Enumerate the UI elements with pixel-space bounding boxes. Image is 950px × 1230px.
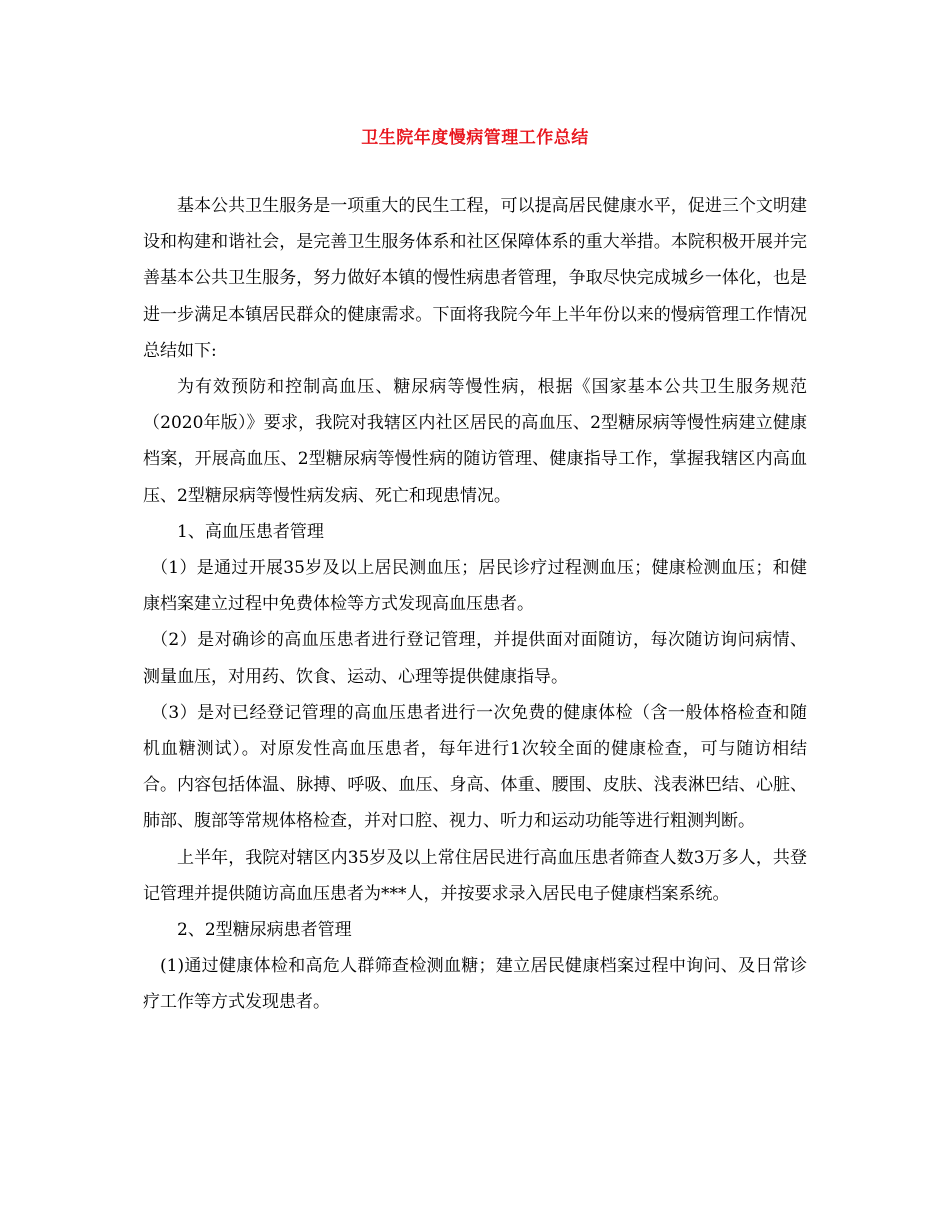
section-heading-diabetes: 2、2型糖尿病患者管理 [177, 920, 352, 941]
paragraph-hypertension-1: （1）是通过开展35岁及以上居民测血压；居民诊疗过程测血压；健康检测血压；和健康档案建立过程中免费体检等方式发现高血压患者。 [143, 558, 807, 615]
document-body [143, 188, 807, 1021]
paragraph-hypertension-2: （2）是对确诊的高血压患者进行登记管理，并提供面对面随访，每次随访询问病情、测量血压，对用药、饮食、运动、心理等提供健康指导。 [143, 630, 807, 687]
paragraph-hypertension-summary: 上半年，我院对辖区内35岁及以上常住居民进行高血压患者筛查人数3万多人，共登记管理并提供随访高血压患者为***人，并按要求录入居民电子健康档案系统。 [143, 847, 807, 904]
paragraph-hypertension-3: （3）是对已经登记管理的高血压患者进行一次免费的健康体检（含一般体格检查和随机血糖测试）。对原发性高血压患者，每年进行1次较全面的健康检查，可与随访相结合。内容包括体温、脉搏、呼吸、血压、身高、体重、腰围、皮肤、浅表淋巴结、心脏、肺部、腹部等常规体格检查，并对口腔、视力、听力和运动功能等进行粗测判断。 [143, 702, 807, 832]
paragraph-basis: 为有效预防和控制高血压、糖尿病等慢性病，根据《国家基本公共卫生服务规范（2020年版）》要求，我院对我辖区内社区居民的高血压、2型糖尿病等慢性病建立健康档案，开展高血压、2型糖尿病等慢性病的随访管理、健康指导工作，掌握我辖区内高血压、2型糖尿病等慢性病发病、死亡和现患情况。 [143, 377, 807, 506]
paragraph-intro: 基本公共卫生服务是一项重大的民生工程，可以提高居民健康水平，促进三个文明建设和构建和谐社会，是完善卫生服务体系和社区保障体系的重大举措。本院积极开展并完善基本公共卫生服务，努力做好本镇的慢性病患者管理，争取尽快完成城乡一体化，也是进一步满足本镇居民群众的健康需求。下面将我院今年上半年份以来的慢病管理工作情况总结如下: [143, 196, 807, 361]
paragraph-diabetes-1: (1)通过健康体检和高危人群筛查检测血糖；建立居民健康档案过程中询问、及日常诊疗工作等方式发现患者。 [143, 956, 807, 1013]
document-title: 卫生院年度慢病管理工作总结 [361, 128, 589, 148]
section-heading-hypertension: 1、高血压患者管理 [177, 521, 324, 542]
